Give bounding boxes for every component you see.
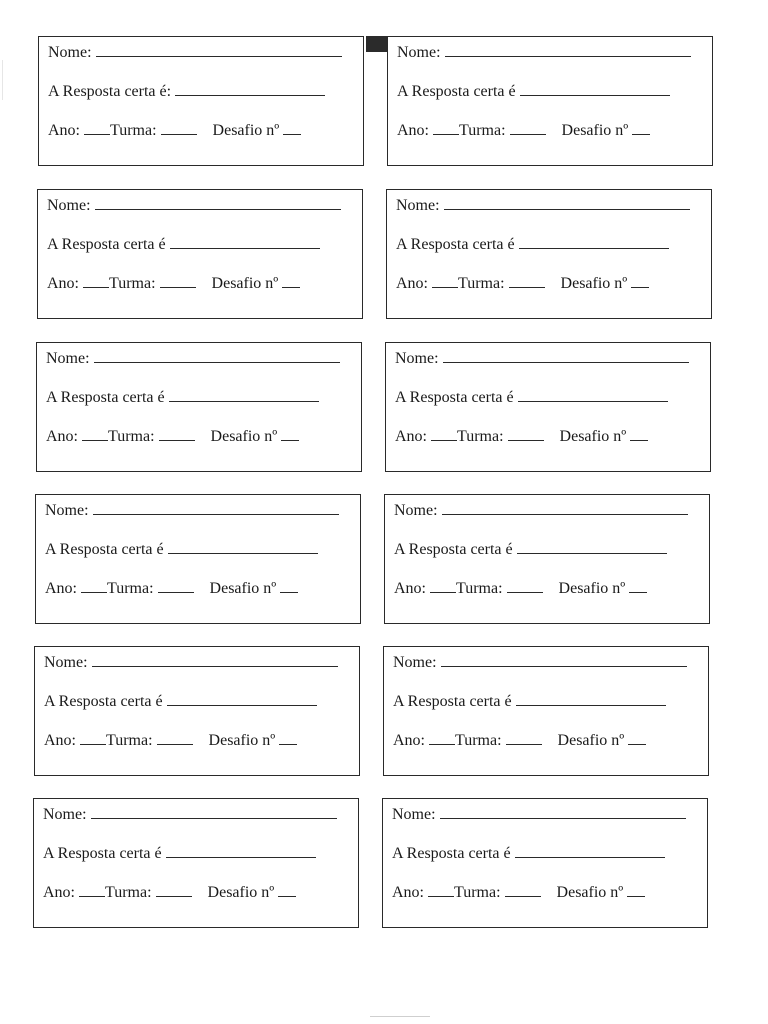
meta-row — [395, 427, 648, 446]
answer-label: A Resposta certa é — [47, 236, 166, 253]
challenge-field[interactable] — [632, 121, 650, 135]
answer-row — [48, 82, 325, 101]
meta-row — [394, 579, 647, 598]
class-label: Turma: — [458, 275, 505, 292]
challenge-field[interactable] — [279, 731, 297, 745]
year-field[interactable] — [79, 883, 105, 897]
challenge-field[interactable] — [281, 427, 299, 441]
name-label: Nome: — [394, 502, 438, 519]
challenge-label: Desafio nº — [556, 884, 624, 901]
year-label: Ano: — [43, 884, 75, 901]
name-field[interactable] — [444, 196, 690, 210]
name-label: Nome: — [397, 44, 441, 61]
answer-row — [394, 540, 667, 559]
answer-label: A Resposta certa é — [393, 693, 512, 710]
class-field[interactable] — [508, 427, 544, 441]
answer-field[interactable] — [515, 844, 665, 858]
year-label: Ano: — [44, 732, 76, 749]
answer-label: A Resposta certa é — [395, 389, 514, 406]
answer-row — [43, 844, 316, 863]
answer-slip-6 — [385, 342, 711, 472]
meta-row — [396, 274, 649, 293]
answer-row — [46, 388, 319, 407]
class-label: Turma: — [107, 580, 154, 597]
year-label: Ano: — [392, 884, 424, 901]
name-row — [47, 196, 341, 215]
class-field[interactable] — [161, 121, 197, 135]
challenge-field[interactable] — [627, 883, 645, 897]
class-label: Turma: — [110, 122, 157, 139]
year-label: Ano: — [394, 580, 426, 597]
challenge-label: Desafio nº — [557, 732, 625, 749]
name-row — [396, 196, 690, 215]
answer-label: A Resposta certa é — [44, 693, 163, 710]
class-label: Turma: — [109, 275, 156, 292]
challenge-label: Desafio nº — [560, 275, 628, 292]
challenge-field[interactable] — [628, 731, 646, 745]
name-label: Nome: — [44, 654, 88, 671]
challenge-label: Desafio nº — [212, 122, 280, 139]
year-label: Ano: — [397, 122, 429, 139]
class-label: Turma: — [105, 884, 152, 901]
class-label: Turma: — [454, 884, 501, 901]
class-label: Turma: — [456, 580, 503, 597]
name-row — [392, 805, 686, 824]
meta-row — [43, 883, 296, 902]
answer-slip-5 — [36, 342, 362, 472]
year-field[interactable] — [81, 579, 107, 593]
answer-slip-12 — [382, 798, 708, 928]
name-field[interactable] — [95, 196, 341, 210]
challenge-label: Desafio nº — [558, 580, 626, 597]
class-field[interactable] — [158, 579, 194, 593]
year-field[interactable] — [432, 274, 458, 288]
challenge-field[interactable] — [283, 121, 301, 135]
challenge-field[interactable] — [630, 427, 648, 441]
name-field[interactable] — [96, 43, 342, 57]
year-label: Ano: — [46, 428, 78, 445]
meta-row — [46, 427, 299, 446]
answer-slip-9 — [34, 646, 360, 776]
name-label: Nome: — [46, 350, 90, 367]
answer-field[interactable] — [520, 82, 670, 96]
answer-field[interactable] — [175, 82, 325, 96]
answer-field[interactable] — [519, 235, 669, 249]
answer-label: A Resposta certa é — [394, 541, 513, 558]
meta-row — [392, 883, 645, 902]
answer-row — [395, 388, 668, 407]
class-field[interactable] — [510, 121, 546, 135]
challenge-field[interactable] — [280, 579, 298, 593]
name-label: Nome: — [393, 654, 437, 671]
name-label: Nome: — [396, 197, 440, 214]
answer-field[interactable] — [168, 540, 318, 554]
answer-slip-1 — [38, 36, 364, 166]
answer-row — [393, 692, 666, 711]
answer-row — [45, 540, 318, 559]
answer-label: A Resposta certa é — [45, 541, 164, 558]
name-row — [45, 501, 339, 520]
answer-label: A Resposta certa é: — [48, 83, 172, 100]
name-row — [46, 349, 340, 368]
answer-slip-4 — [386, 189, 712, 319]
answer-slip-8 — [384, 494, 710, 624]
meta-row — [47, 274, 300, 293]
name-label: Nome: — [43, 806, 87, 823]
answer-field[interactable] — [516, 692, 666, 706]
name-row — [393, 653, 687, 672]
name-field[interactable] — [445, 43, 691, 57]
meta-row — [48, 121, 301, 140]
scan-bottom-mark — [370, 1016, 430, 1017]
answer-row — [396, 235, 669, 254]
class-field[interactable] — [160, 274, 196, 288]
meta-row — [397, 121, 650, 140]
class-label: Turma: — [457, 428, 504, 445]
name-field[interactable] — [94, 349, 340, 363]
answer-slip-10 — [383, 646, 709, 776]
challenge-label: Desafio nº — [561, 122, 629, 139]
name-row — [397, 43, 691, 62]
year-label: Ano: — [396, 275, 428, 292]
name-field[interactable] — [93, 501, 339, 515]
name-label: Nome: — [47, 197, 91, 214]
challenge-label: Desafio nº — [208, 732, 276, 749]
name-field[interactable] — [92, 653, 338, 667]
name-row — [43, 805, 337, 824]
answer-label: A Resposta certa é — [396, 236, 515, 253]
answer-field[interactable] — [517, 540, 667, 554]
answer-field[interactable] — [170, 235, 320, 249]
challenge-field[interactable] — [629, 579, 647, 593]
year-field[interactable] — [84, 121, 110, 135]
answer-slip-2 — [387, 36, 713, 166]
answer-label: A Resposta certa é — [46, 389, 165, 406]
name-label: Nome: — [48, 44, 92, 61]
answer-row — [44, 692, 317, 711]
answer-row — [47, 235, 320, 254]
class-field[interactable] — [509, 274, 545, 288]
year-label: Ano: — [393, 732, 425, 749]
answer-slip-3 — [37, 189, 363, 319]
class-label: Turma: — [106, 732, 153, 749]
meta-row — [44, 731, 297, 750]
meta-row — [45, 579, 298, 598]
year-label: Ano: — [47, 275, 79, 292]
year-label: Ano: — [395, 428, 427, 445]
class-field[interactable] — [507, 579, 543, 593]
name-label: Nome: — [45, 502, 89, 519]
challenge-label: Desafio nº — [559, 428, 627, 445]
name-row — [48, 43, 342, 62]
answer-field[interactable] — [169, 388, 319, 402]
scan-edge-mark — [2, 60, 3, 100]
answer-label: A Resposta certa é — [43, 845, 162, 862]
name-label: Nome: — [395, 350, 439, 367]
name-field[interactable] — [440, 805, 686, 819]
name-row — [395, 349, 689, 368]
year-field[interactable] — [431, 427, 457, 441]
class-label: Turma: — [459, 122, 506, 139]
year-field[interactable] — [80, 731, 106, 745]
challenge-field[interactable] — [282, 274, 300, 288]
year-label: Ano: — [45, 580, 77, 597]
class-field[interactable] — [159, 427, 195, 441]
class-label: Turma: — [108, 428, 155, 445]
name-label: Nome: — [392, 806, 436, 823]
year-field[interactable] — [429, 731, 455, 745]
challenge-field[interactable] — [278, 883, 296, 897]
year-field[interactable] — [428, 883, 454, 897]
year-field[interactable] — [430, 579, 456, 593]
year-field[interactable] — [83, 274, 109, 288]
challenge-label: Desafio nº — [207, 884, 275, 901]
registration-mark — [366, 36, 388, 52]
class-label: Turma: — [455, 732, 502, 749]
name-field[interactable] — [443, 349, 689, 363]
answer-label: A Resposta certa é — [397, 83, 516, 100]
year-field[interactable] — [433, 121, 459, 135]
answer-field[interactable] — [166, 844, 316, 858]
meta-row — [393, 731, 646, 750]
answer-field[interactable] — [518, 388, 668, 402]
year-field[interactable] — [82, 427, 108, 441]
class-field[interactable] — [157, 731, 193, 745]
year-label: Ano: — [48, 122, 80, 139]
challenge-field[interactable] — [631, 274, 649, 288]
answer-slip-7 — [35, 494, 361, 624]
challenge-label: Desafio nº — [210, 428, 278, 445]
answer-row — [397, 82, 670, 101]
answer-row — [392, 844, 665, 863]
challenge-label: Desafio nº — [209, 580, 277, 597]
name-row — [44, 653, 338, 672]
class-field[interactable] — [156, 883, 192, 897]
answer-field[interactable] — [167, 692, 317, 706]
name-field[interactable] — [441, 653, 687, 667]
name-field[interactable] — [442, 501, 688, 515]
name-row — [394, 501, 688, 520]
class-field[interactable] — [506, 731, 542, 745]
class-field[interactable] — [505, 883, 541, 897]
answer-label: A Resposta certa é — [392, 845, 511, 862]
name-field[interactable] — [91, 805, 337, 819]
challenge-label: Desafio nº — [211, 275, 279, 292]
answer-slip-11 — [33, 798, 359, 928]
